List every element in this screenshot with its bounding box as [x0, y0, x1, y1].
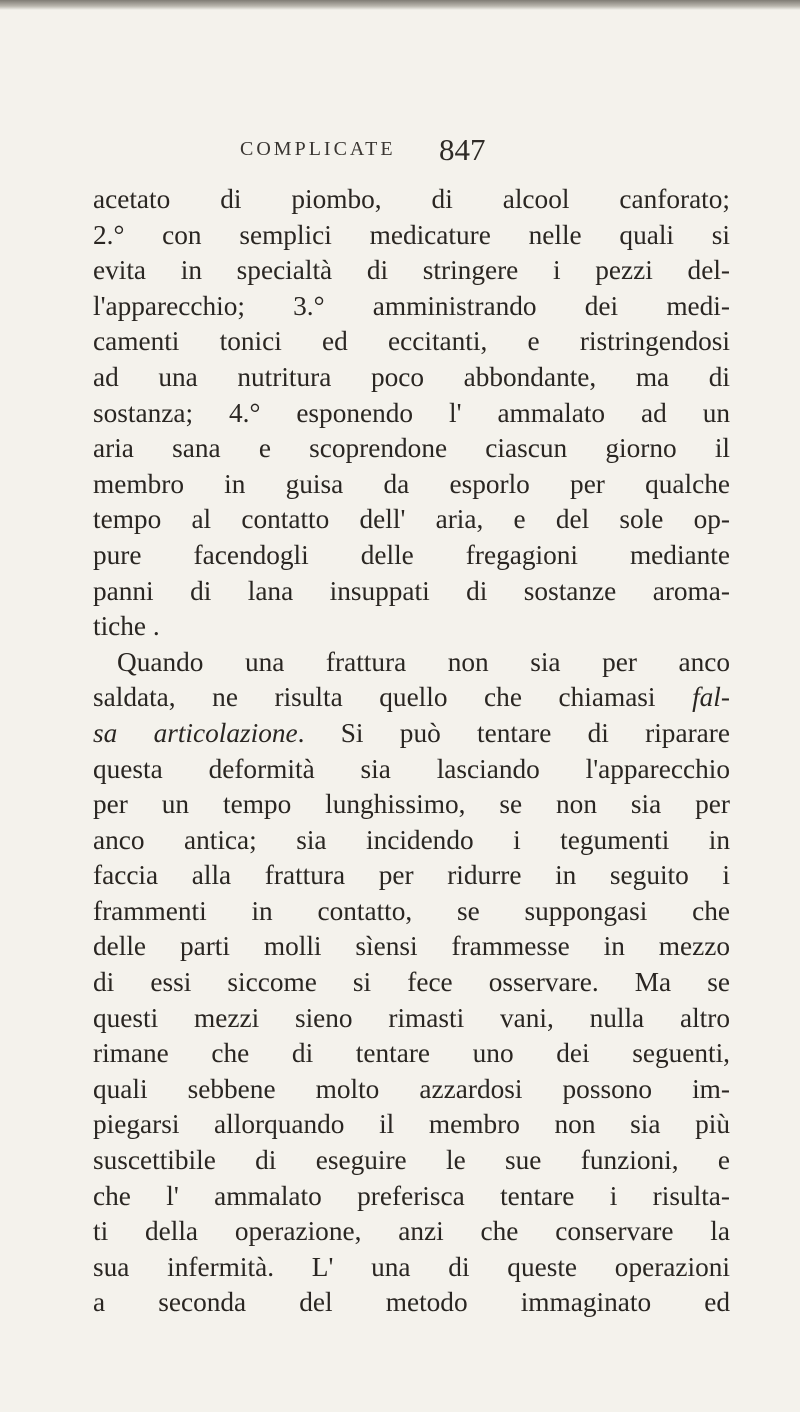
text-line: questa deformità sia lasciando l'apparecchio — [93, 753, 730, 784]
text-line: sostanza; 4.° esponendo l' ammalato ad un — [93, 397, 730, 428]
text-line: l'apparecchio; 3.° amministrando dei medi- — [93, 290, 730, 321]
text-line: camenti tonici ed eccitanti, e ristringendosi — [93, 326, 730, 357]
text-line: 2.° con semplici medicature nelle quali si — [93, 219, 730, 250]
text-line: rimane che di tentare uno dei seguenti, — [93, 1038, 730, 1069]
paragraph-1 — [93, 182, 730, 645]
paragraph-2 — [93, 645, 730, 1321]
text-line: faccia alla frattura per ridurre in seguito i — [93, 860, 730, 891]
text-run: saldata, ne risulta quello che chiamasi — [93, 682, 693, 713]
text-line: acetato di piombo, di alcool canforato; — [93, 184, 730, 214]
text-line: Quando una frattura non sia per anco — [117, 646, 730, 677]
text-line: membro in guisa da esporlo per qualche — [93, 468, 730, 499]
text-line: quali sebbene molto azzardosi possono im- — [93, 1073, 730, 1104]
text-line: questi mezzi sieno rimasti vani, nulla altro — [93, 1002, 730, 1033]
text-line: evita in specialtà di stringere i pezzi del- — [93, 255, 730, 286]
text-line: ti della operazione, anzi che conservare la — [93, 1216, 730, 1247]
text-line: frammenti in contatto, se suppongasi che — [93, 895, 730, 926]
text-line — [93, 716, 730, 752]
text-line: per un tempo lunghissimo, se non sia per — [93, 789, 730, 820]
page-header — [0, 132, 800, 172]
text-line: di essi siccome si fece osservare. Ma se — [93, 967, 730, 998]
text-line: anco antica; sia incidendo i tegumenti in — [93, 824, 730, 855]
page-body — [93, 182, 730, 1321]
text-line: ad una nutritura poco abbondante, ma di — [93, 361, 730, 392]
text-line: delle parti molli sìensi frammesse in mezzo — [93, 931, 730, 962]
running-head: COMPLICATE — [240, 138, 396, 160]
text-line: tiche . — [93, 611, 160, 642]
text-line: sua infermità. L' una di queste operazioni — [93, 1251, 730, 1282]
italic-term: fal- — [692, 682, 730, 713]
text-line: piegarsi allorquando il membro non sia più — [93, 1109, 730, 1140]
text-line: tempo al contatto dell' aria, e del sole op- — [93, 504, 730, 535]
text-line: che l' ammalato preferisca tentare i risulta- — [93, 1180, 730, 1211]
text-line: suscettibile di eseguire le sue funzioni, e — [93, 1145, 730, 1176]
text-run: . Si può tentare di riparare — [297, 717, 730, 748]
italic-term: sa articolazione — [93, 717, 298, 748]
page-top-edge — [0, 0, 800, 10]
text-line: pure facendogli delle fregagioni mediante — [93, 539, 730, 570]
text-line: a seconda del metodo immaginato ed — [93, 1287, 730, 1318]
page-number: 847 — [439, 132, 486, 167]
text-line: aria sana e scoprendone ciascun giorno il — [93, 433, 730, 464]
text-line: panni di lana insuppati di sostanze aroma- — [93, 575, 730, 606]
text-line — [93, 680, 730, 716]
